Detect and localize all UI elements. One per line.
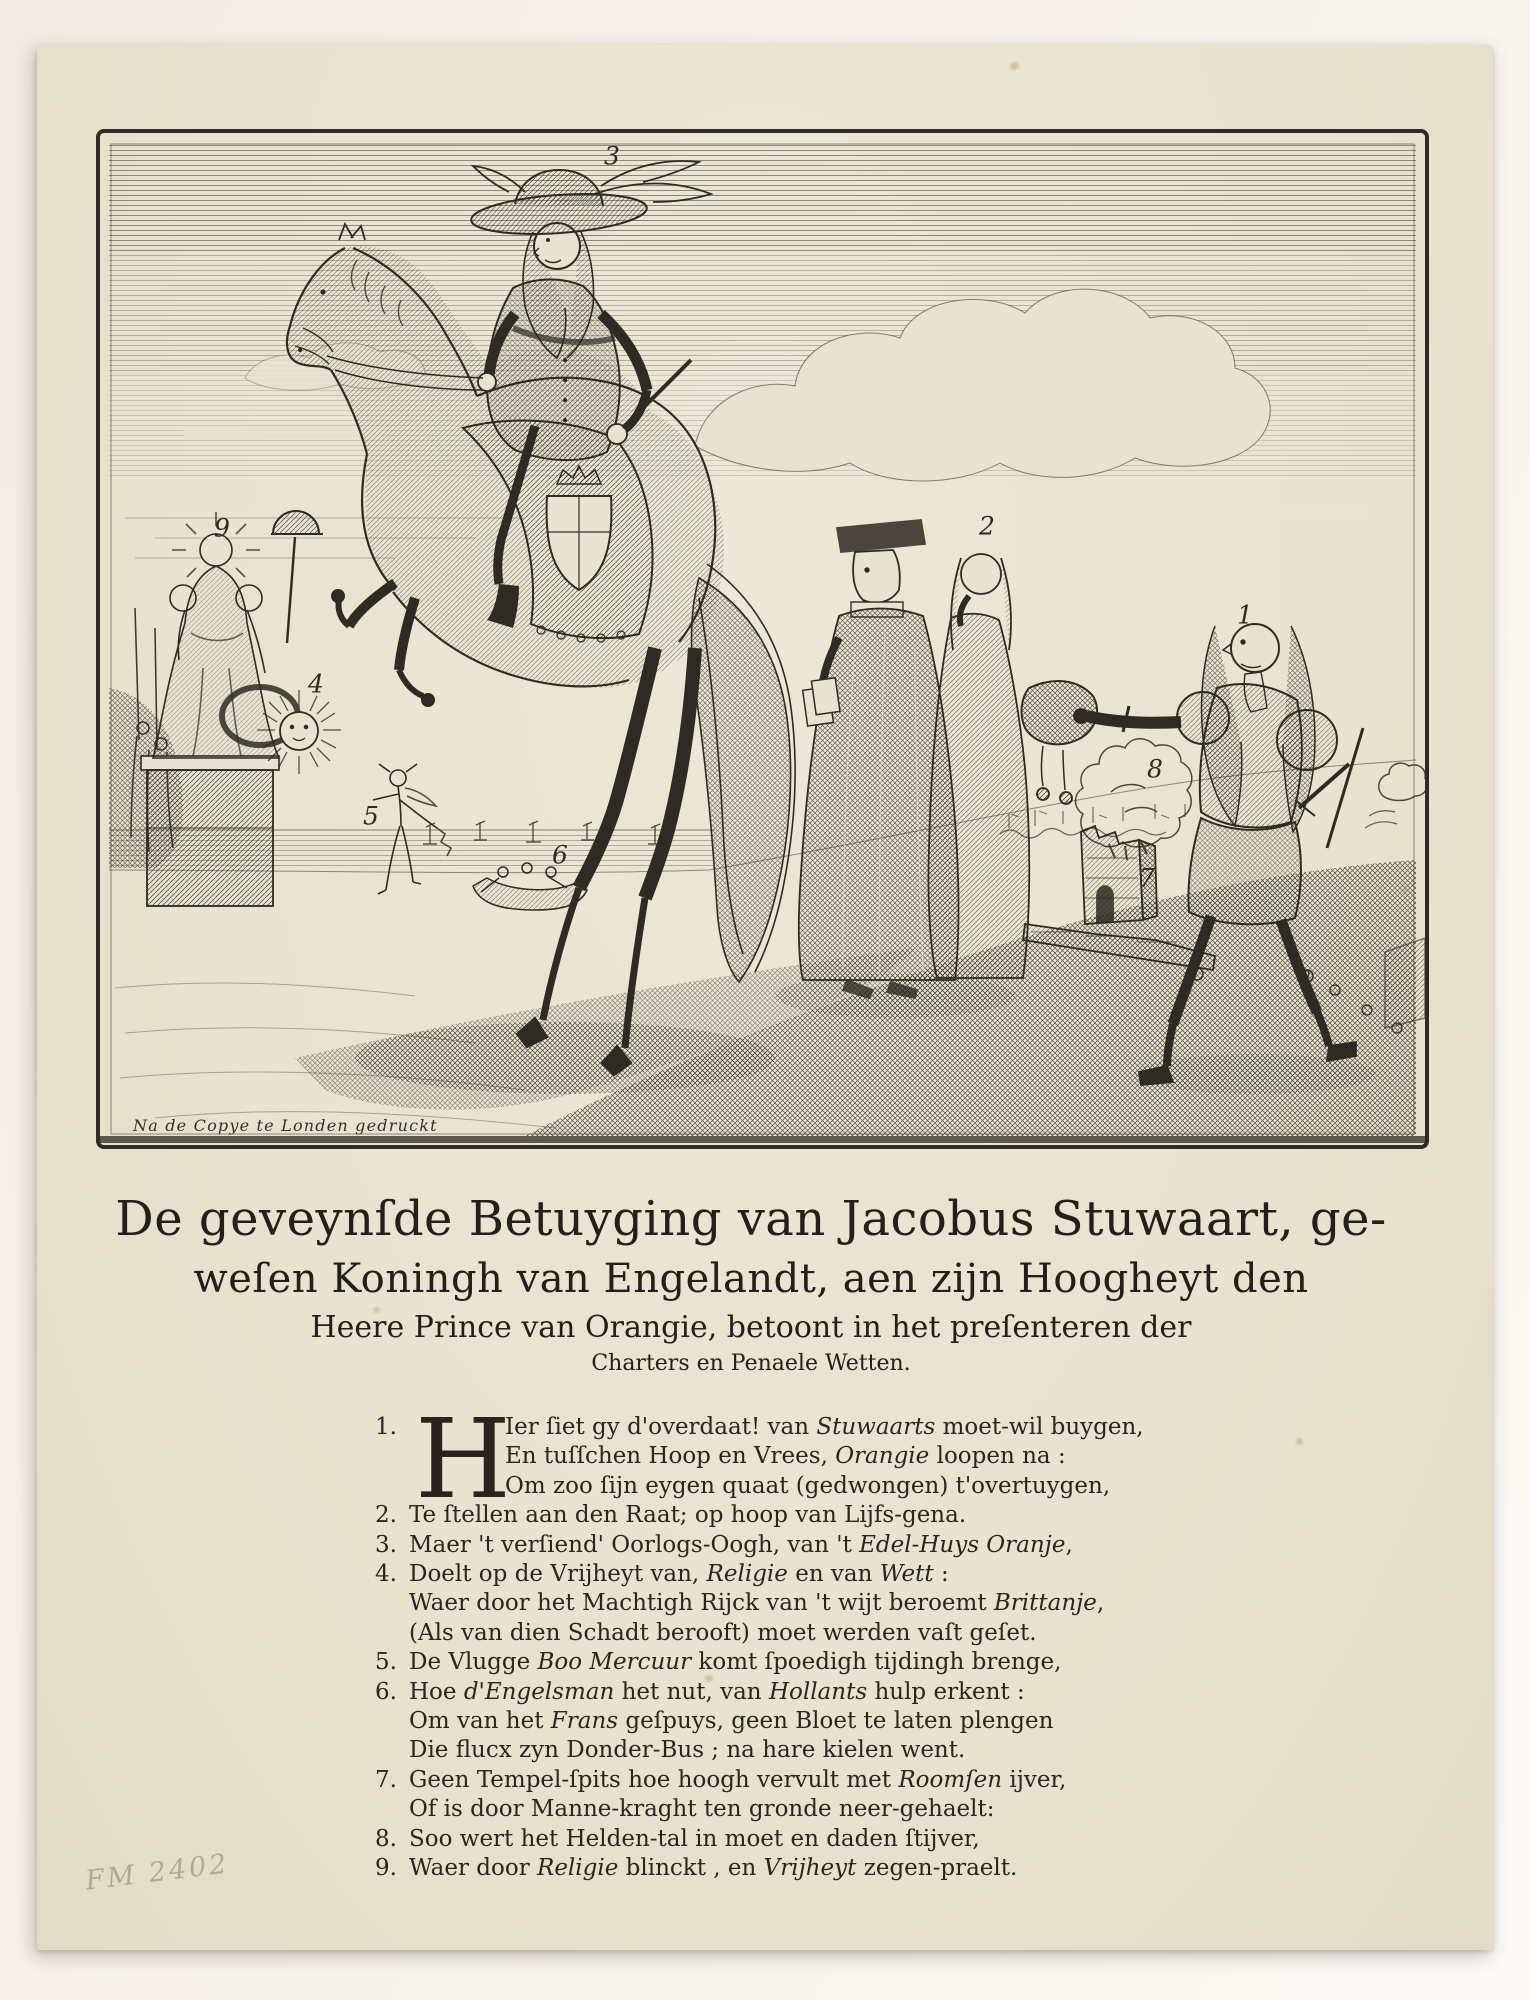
- verse-line: Waer door Religie blinckt , en Vrijheyt zegen-praelt.: [409, 1855, 1018, 1882]
- verse-number: [375, 1589, 409, 1618]
- verse-line: Doelt op de Vrijheyt van, Religie en van Wett :: [409, 1561, 949, 1588]
- verse-number: 9.: [375, 1855, 397, 1882]
- verse-number: 8.: [375, 1825, 397, 1852]
- verse-number: [375, 1736, 409, 1765]
- verse-number: 7.: [375, 1766, 397, 1793]
- verse-line: Soo wert het Helden-tal in moet en daden ſtijver,: [409, 1825, 980, 1852]
- pencil-inscription: FM 2402: [83, 1848, 232, 1897]
- verse-number: 2.: [375, 1502, 397, 1529]
- title-line-2: weſen Koningh van Engelandt, aen zijn Hoogheyt den: [193, 1256, 1309, 1302]
- etching-caption: Na de Copye te Londen gedruckt: [133, 1116, 438, 1135]
- verse-line: Waer door het Machtigh Rijck van 't wijt beroemt Brittanje,: [409, 1590, 1105, 1617]
- verse-number: 4.: [375, 1561, 397, 1588]
- verse-number: 5.: [375, 1649, 397, 1676]
- foxing-spot: [1010, 62, 1019, 70]
- rowboat: [473, 863, 587, 910]
- verse-line: Om zoo ſijn eygen quaat (gedwongen) t'overtuygen,: [505, 1472, 1111, 1499]
- figure-label-1: 1: [1237, 600, 1253, 630]
- verse-number: 1.: [375, 1414, 397, 1440]
- foxing-spot: [705, 1675, 713, 1682]
- title-line-1: De geveynſde Betuyging van Jacobus Stuwaart, ge-: [115, 1191, 1387, 1247]
- figure-label-7: 7: [1139, 863, 1155, 893]
- verse-number: [375, 1707, 409, 1736]
- verse-line: Om van het Frans geſpuys, geen Bloet te laten plengen: [409, 1708, 1054, 1735]
- figure-label-6: 6: [552, 840, 568, 870]
- figure-label-4: 4: [308, 669, 324, 699]
- figure-label-8: 8: [1147, 754, 1163, 784]
- foxing-spot: [373, 1307, 380, 1313]
- verse-line: (Als van dien Schadt berooft) moet werden vaſt geſet.: [409, 1619, 1037, 1646]
- drop-cap: H: [415, 1395, 511, 1523]
- figure-label-2: 2: [979, 511, 995, 541]
- verse-number: [375, 1619, 409, 1648]
- verse-line: Maer 't verſiend' Oorlogs-Oogh, van 't Edel-Huys Oranje,: [409, 1531, 1073, 1558]
- verse-line: Hoe d'Engelsman het nut, van Hollants hulp erkent :: [409, 1678, 1025, 1705]
- verse-line: Die flucx zyn Donder-Bus ; na hare kielen went.: [409, 1737, 966, 1764]
- verse-line: Te ſtellen aan den Raat; op hoop van Lijfs-gena.: [409, 1502, 967, 1529]
- verse-line: Ier ſiet gy d'overdaat! van Stuwaarts moet-wil buygen,: [505, 1414, 1144, 1440]
- verse-line: Of is door Manne-kraght ten gronde neer-gehaelt:: [409, 1796, 995, 1823]
- horse-shadow: [355, 1022, 775, 1094]
- robed-men: [799, 520, 1029, 998]
- verse-number: 6.: [375, 1678, 397, 1705]
- figure-label-9: 9: [214, 513, 230, 543]
- foxing-spot: [1296, 1438, 1303, 1445]
- title-block: [23, 1187, 1479, 1379]
- foxing-spot: [1403, 887, 1409, 893]
- verse-line: De Vlugge Boo Mercuur komt ſpoedigh tijdingh brenge,: [409, 1649, 1062, 1676]
- dome-standard: [271, 511, 323, 643]
- mercury-figure: [373, 764, 451, 894]
- verse-line: Geen Tempel-ſpits hoe hoogh vervult met Roomſen ijver,: [409, 1766, 1067, 1793]
- verse-block: [375, 1395, 1195, 1884]
- verse-number: [375, 1795, 409, 1824]
- figure-label-5: 5: [363, 801, 379, 831]
- title-line-3: Heere Prince van Orangie, betoont in het preſenteren der: [310, 1310, 1192, 1345]
- etching-plate: [95, 128, 1430, 1150]
- print-sheet: [37, 45, 1493, 1950]
- verse-line: En tuſſchen Hoop en Vrees, Orangie loopen na :: [505, 1443, 1066, 1470]
- verse-number: 3.: [375, 1531, 397, 1558]
- etching-scene: [95, 128, 1430, 1150]
- figure-label-3: 3: [604, 141, 620, 171]
- title-line-4: Charters en Penaele Wetten.: [591, 1351, 911, 1376]
